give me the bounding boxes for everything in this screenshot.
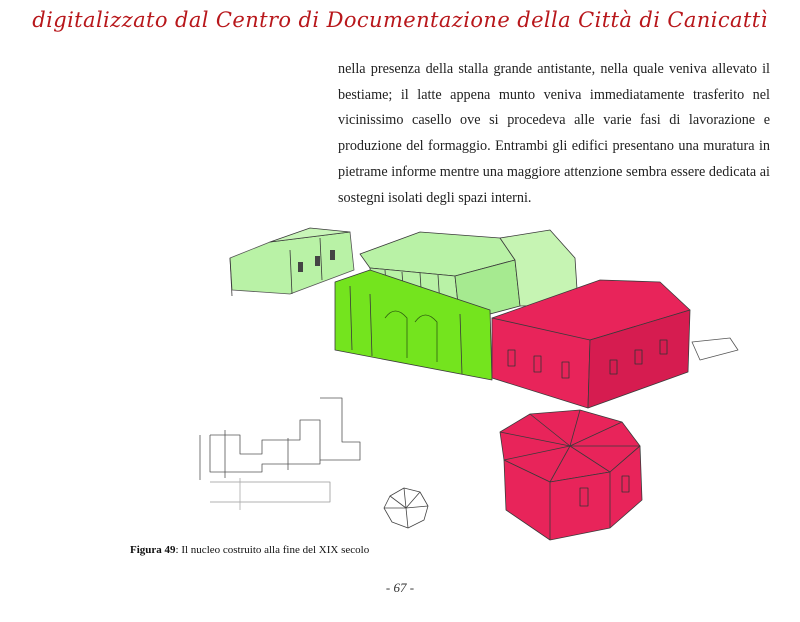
floor-plan-sketch <box>200 398 360 510</box>
octagon-plan <box>384 488 428 528</box>
digitization-watermark: digitalizzato dal Centro di Documentazione della Città di Canicattì <box>32 8 768 32</box>
figure-axonometric-drawing <box>170 210 770 555</box>
figure-caption-label: Figura 49 <box>130 544 176 556</box>
axonometric-illustration <box>170 210 770 555</box>
figure-caption-text: : Il nucleo costruito alla fine del XIX secolo <box>175 544 370 556</box>
page-number: - 67 - <box>385 580 415 595</box>
figure-caption <box>130 544 369 556</box>
body-paragraph: nella presenza della stalla grande antistante, nella quale veniva allevato il bestiame; il latte appena munto veniva immediatamente trasferito nel vicinissimo casello ove si procedeva alle varie fasi di lavorazione e produzione del formaggio. Entrambi gli edifici presentano una muratura in pietrame informe mentre una maggiore attenzione sembra essere dedicata ai sostegni isolati degli spazi interni. <box>338 61 770 206</box>
